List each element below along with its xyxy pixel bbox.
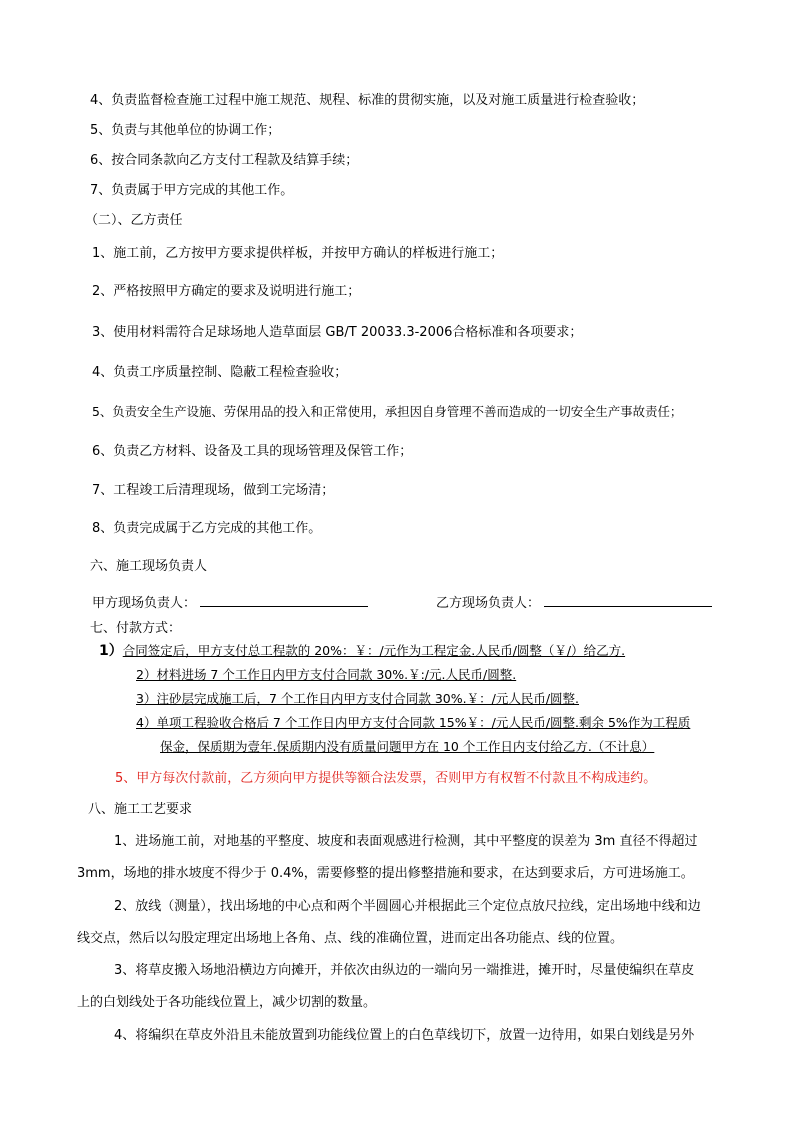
a-item-6: 6、按合同条款向乙方支付工程款及结算手续； bbox=[90, 153, 359, 168]
payment-4-line2: 保金，保质期为壹年.保质期内没有质量问题甲方在 10 个工作日内支付给乙方.（不计息） bbox=[160, 739, 655, 754]
process-3-line2: 上的白划线处于各功能线位置上，减少切割的数量。 bbox=[77, 995, 377, 1010]
process-1-line1: 1、进场施工前，对地基的平整度、坡度和表面观感进行检测，其中平整度的误差为 3m 直径不得超过 bbox=[114, 834, 698, 849]
payment-1 bbox=[99, 642, 625, 660]
party-b-heading: （二）、乙方责任 bbox=[85, 213, 183, 228]
payment-1-number: 1） bbox=[99, 643, 123, 659]
a-item-7: 7、负责属于甲方完成的其他工作。 bbox=[90, 183, 294, 198]
party-a-manager-blank bbox=[200, 592, 368, 607]
payment-4-line1: 4）单项工程验收合格后 7 个工作日内甲方支付合同款 15%￥：/元人民币/圆整.剩余 5%作为工程质 bbox=[136, 715, 691, 730]
b-item-4: 4、负责工序质量控制、隐蔽工程检查验收； bbox=[92, 365, 348, 380]
process-1-line2: 3mm，场地的排水坡度不得少于 0.4%，需要修整的提出修整措施和要求，在达到要求后，方可进场施工。 bbox=[77, 866, 694, 881]
party-a-manager bbox=[92, 592, 368, 613]
party-b-manager bbox=[436, 592, 712, 613]
payment-3: 3）注砂层完成施工后，7 个工作日内甲方支付合同款 30%.￥：/元人民币/圆整. bbox=[136, 691, 580, 706]
party-b-manager-blank bbox=[544, 592, 712, 607]
b-item-3: 3、使用材料需符合足球场地人造草面层 GB/T 20033.3-2006合格标准和各项要求； bbox=[92, 325, 583, 340]
b-item-8: 8、负责完成属于乙方完成的其他工作。 bbox=[92, 521, 322, 536]
party-a-manager-label: 甲方现场负责人： bbox=[92, 596, 197, 611]
payment-1-text: 合同签定后，甲方支付总工程款的 20%：￥：/元作为工程定金.人民币/圆整（￥/）给乙方. bbox=[122, 643, 626, 658]
process-3-line1: 3、将草皮搬入场地沿横边方向摊开，并依次由纵边的一端向另一端推进，摊开时，尽量使编织在草皮 bbox=[114, 963, 695, 978]
b-item-6: 6、负责乙方材料、设备及工具的现场管理及保管工作； bbox=[92, 444, 413, 459]
a-item-5: 5、负责与其他单位的协调工作； bbox=[90, 123, 281, 138]
section6-title: 六、施工现场负责人 bbox=[90, 559, 208, 574]
process-2-line1: 2、放线（测量），找出场地的中心点和两个半圆圆心并根据此三个定位点放尺拉线，定出场地中线和边 bbox=[114, 899, 701, 914]
section7-title: 七、付款方式： bbox=[90, 621, 182, 636]
section8-title: 八、施工工艺要求 bbox=[88, 802, 193, 817]
a-item-4: 4、负责监督检查施工过程中施工规范、规程、标准的贯彻实施，以及对施工质量进行检查验收； bbox=[90, 93, 645, 108]
payment-5-notice: 5、甲方每次付款前，乙方须向甲方提供等额合法发票，否则甲方有权暂不付款且不构成违约。 bbox=[115, 771, 657, 786]
b-item-7: 7、工程竣工后清理现场，做到工完场清； bbox=[92, 483, 335, 498]
b-item-5: 5、负责安全生产设施、劳保用品的投入和正常使用，承担因自身管理不善而造成的一切安全生产事故责任； bbox=[92, 404, 683, 419]
process-4-line1: 4、将编织在草皮外沿且未能放置到功能线位置上的白色草线切下，放置一边待用，如果白划线是另外 bbox=[114, 1028, 695, 1043]
b-item-1: 1、施工前，乙方按甲方要求提供样板，并按甲方确认的样板进行施工； bbox=[92, 246, 504, 261]
process-2-line2: 线交点，然后以勾股定理定出场地上各角、点、线的准确位置，进而定出各功能点、线的位置。 bbox=[77, 931, 624, 946]
payment-2: 2）材料进场 7 个工作日内甲方支付合同款 30%.￥:/元.人民币/圆整. bbox=[136, 667, 517, 682]
b-item-2: 2、严格按照甲方确定的要求及说明进行施工； bbox=[92, 284, 361, 299]
party-b-manager-label: 乙方现场负责人： bbox=[436, 596, 541, 611]
